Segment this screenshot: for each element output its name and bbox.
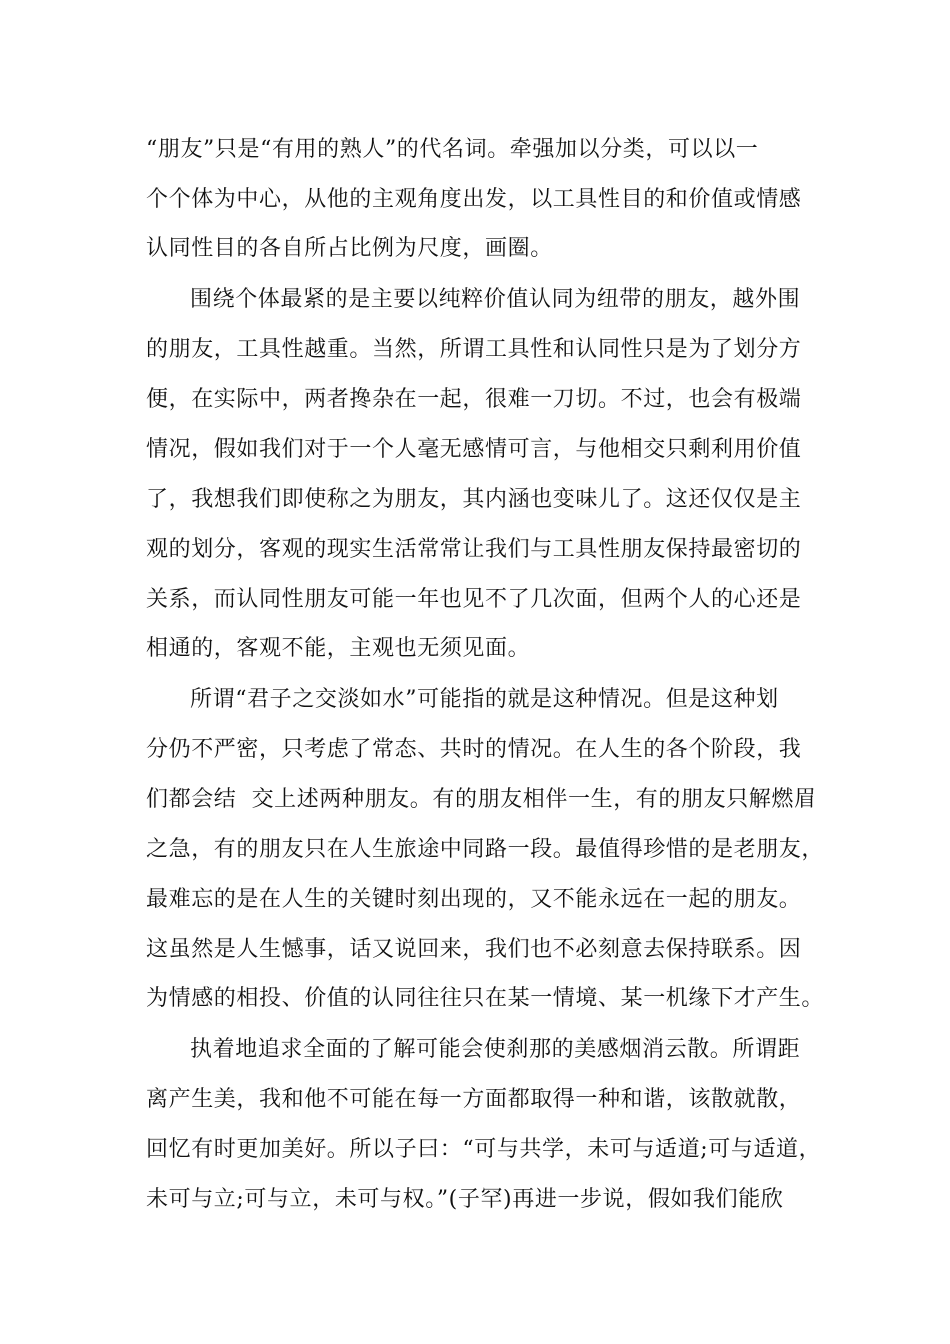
text-line: 未可与立;可与立，未可与权。”(子罕)再进一步说，假如我们能欣 bbox=[146, 1187, 784, 1212]
text-line: 便，在实际中，两者搀杂在一起，很难一刀切。不过，也会有极端 bbox=[146, 387, 802, 412]
text-line: 认同性目的各自所占比例为尺度，画圈。 bbox=[146, 236, 553, 261]
paragraph-start-line: 围绕个体最紧的是主要以纯粹价值认同为纽带的朋友，越外围 bbox=[190, 287, 801, 312]
text-line: 了，我想我们即使称之为朋友，其内涵也变味儿了。这还仅仅是主 bbox=[146, 487, 802, 512]
text-line: 回忆有时更加美好。所以子曰：“可与共学，未可与适道;可与适道， bbox=[146, 1137, 822, 1162]
text-line: 个个体为中心，从他的主观角度出发，以工具性目的和价值或情感 bbox=[146, 187, 802, 212]
text-line: 的朋友，工具性越重。当然，所谓工具性和认同性只是为了划分方 bbox=[146, 337, 802, 362]
text-line: 们都会结 交上述两种朋友。有的朋友相伴一生，有的朋友只解燃眉 bbox=[146, 787, 817, 812]
text-line: 之急，有的朋友只在人生旅途中同路一段。最值得珍惜的是老朋友， bbox=[146, 837, 825, 862]
text-line: 为情感的相投、价值的认同往往只在某一情境、某一机缘下才产生。 bbox=[146, 986, 825, 1011]
text-line: 离产生美，我和他不可能在每一方面都取得一种和谐，该散就散， bbox=[146, 1087, 802, 1112]
text-line: 最难忘的是在人生的关键时刻出现的，又不能永远在一起的朋友。 bbox=[146, 887, 802, 912]
text-line: 分仍不严密，只考虑了常态、共时的情况。在人生的各个阶段，我 bbox=[146, 737, 802, 762]
text-line: 情况，假如我们对于一个人毫无感情可言，与他相交只剩利用价值 bbox=[146, 437, 802, 462]
text-line: “朋友”只是“有用的熟人”的代名词。牵强加以分类，可以以一 bbox=[146, 137, 759, 162]
text-line: 关系，而认同性朋友可能一年也见不了几次面，但两个人的心还是 bbox=[146, 587, 802, 612]
text-line: 这虽然是人生憾事，话又说回来，我们也不必刻意去保持联系。因 bbox=[146, 937, 802, 962]
text-line: 相通的，客观不能，主观也无须见面。 bbox=[146, 636, 531, 661]
paragraph-start-line: 所谓“君子之交淡如水”可能指的就是这种情况。但是这种划 bbox=[190, 687, 779, 712]
text-line: 观的划分，客观的现实生活常常让我们与工具性朋友保持最密切的 bbox=[146, 537, 802, 562]
paragraph-start-line: 执着地追求全面的了解可能会使刹那的美感烟消云散。所谓距 bbox=[190, 1037, 801, 1062]
